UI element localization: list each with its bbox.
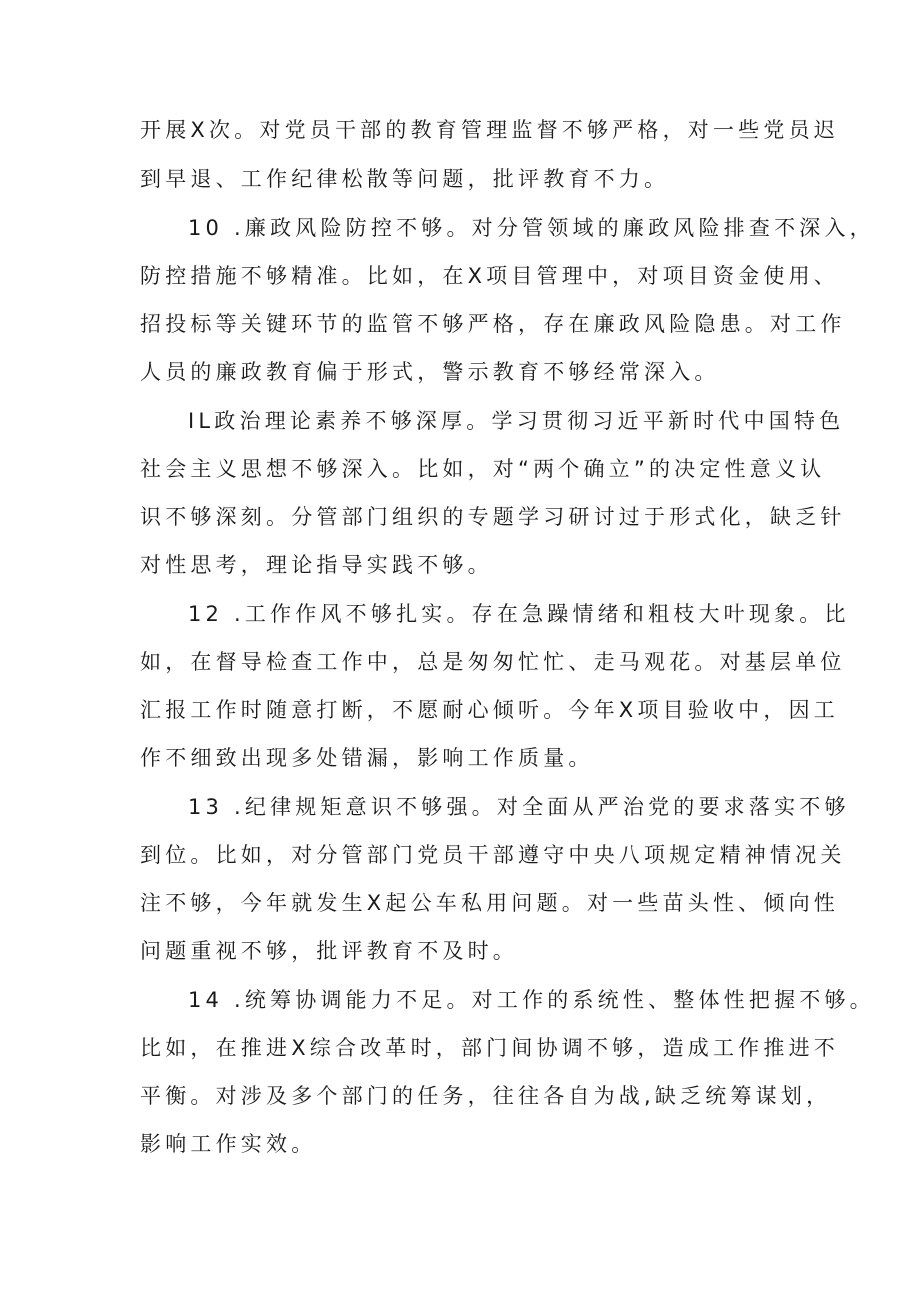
text-line: 平衡。对涉及多个部门的任务，往往各自为战,缺乏统筹谋划， [140, 1084, 832, 1108]
text-line: 到早退、工作纪律松散等问题，批评教育不力。 [140, 167, 670, 191]
text-line: 社会主义思想不够深入。比如，对“两个确立”的决定性意义认 [140, 457, 826, 481]
text-line: 防控措施不够精准。比如，在X项目管理中，对项目资金使用、 [140, 264, 839, 288]
item-14-heading-line: 14 .统筹协调能力不足。对工作的系统性、整体性把握不够。 [188, 988, 875, 1012]
text-line: 注不够，今年就发生X起公车私用问题。对一些苗头性、倾向性 [140, 891, 839, 915]
text-line: 汇报工作时随意打断，不愿耐心倾听。今年X项目验收中，因工 [140, 698, 839, 722]
item-11-heading-line: IL政治理论素养不够深厚。学习贯彻习近平新时代中国特色 [188, 409, 845, 433]
text-line: 影响工作实效。 [140, 1132, 317, 1156]
text-line: 对性思考，理论指导实践不够。 [140, 553, 493, 577]
text-line: 招投标等关键环节的监管不够严格，存在廉政风险隐患。对工作 [140, 312, 846, 336]
item-10-heading-line: 10 .廉政风险防控不够。对分管领域的廉政风险排查不深入， [188, 216, 875, 240]
text-line: 如，在督导检查工作中，总是匆匆忙忙、走马观花。对基层单位 [140, 650, 846, 674]
text-line: 到位。比如，对分管部门党员干部遵守中央八项规定精神情况关 [140, 843, 846, 867]
item-12-heading-line: 12 .工作作风不够扎实。存在急躁情绪和粗枝大叶现象。比 [188, 602, 850, 626]
text-line: 人员的廉政教育偏于形式，警示教育不够经常深入。 [140, 360, 720, 384]
text-line: 作不细致出现多处错漏，影响工作质量。 [140, 746, 594, 770]
text-line: 比如，在推进X综合改革时，部门间协调不够，造成工作推进不 [140, 1036, 839, 1060]
item-13-heading-line: 13 .纪律规矩意识不够强。对全面从严治党的要求落实不够 [188, 795, 850, 819]
text-line: 问题重视不够，批评教育不及时。 [140, 939, 518, 963]
text-line: 识不够深刻。分管部门组织的专题学习研讨过于形式化，缺乏针 [140, 505, 846, 529]
text-line: 开展X次。对党员干部的教育管理监督不够严格，对一些党员迟 [140, 118, 839, 142]
